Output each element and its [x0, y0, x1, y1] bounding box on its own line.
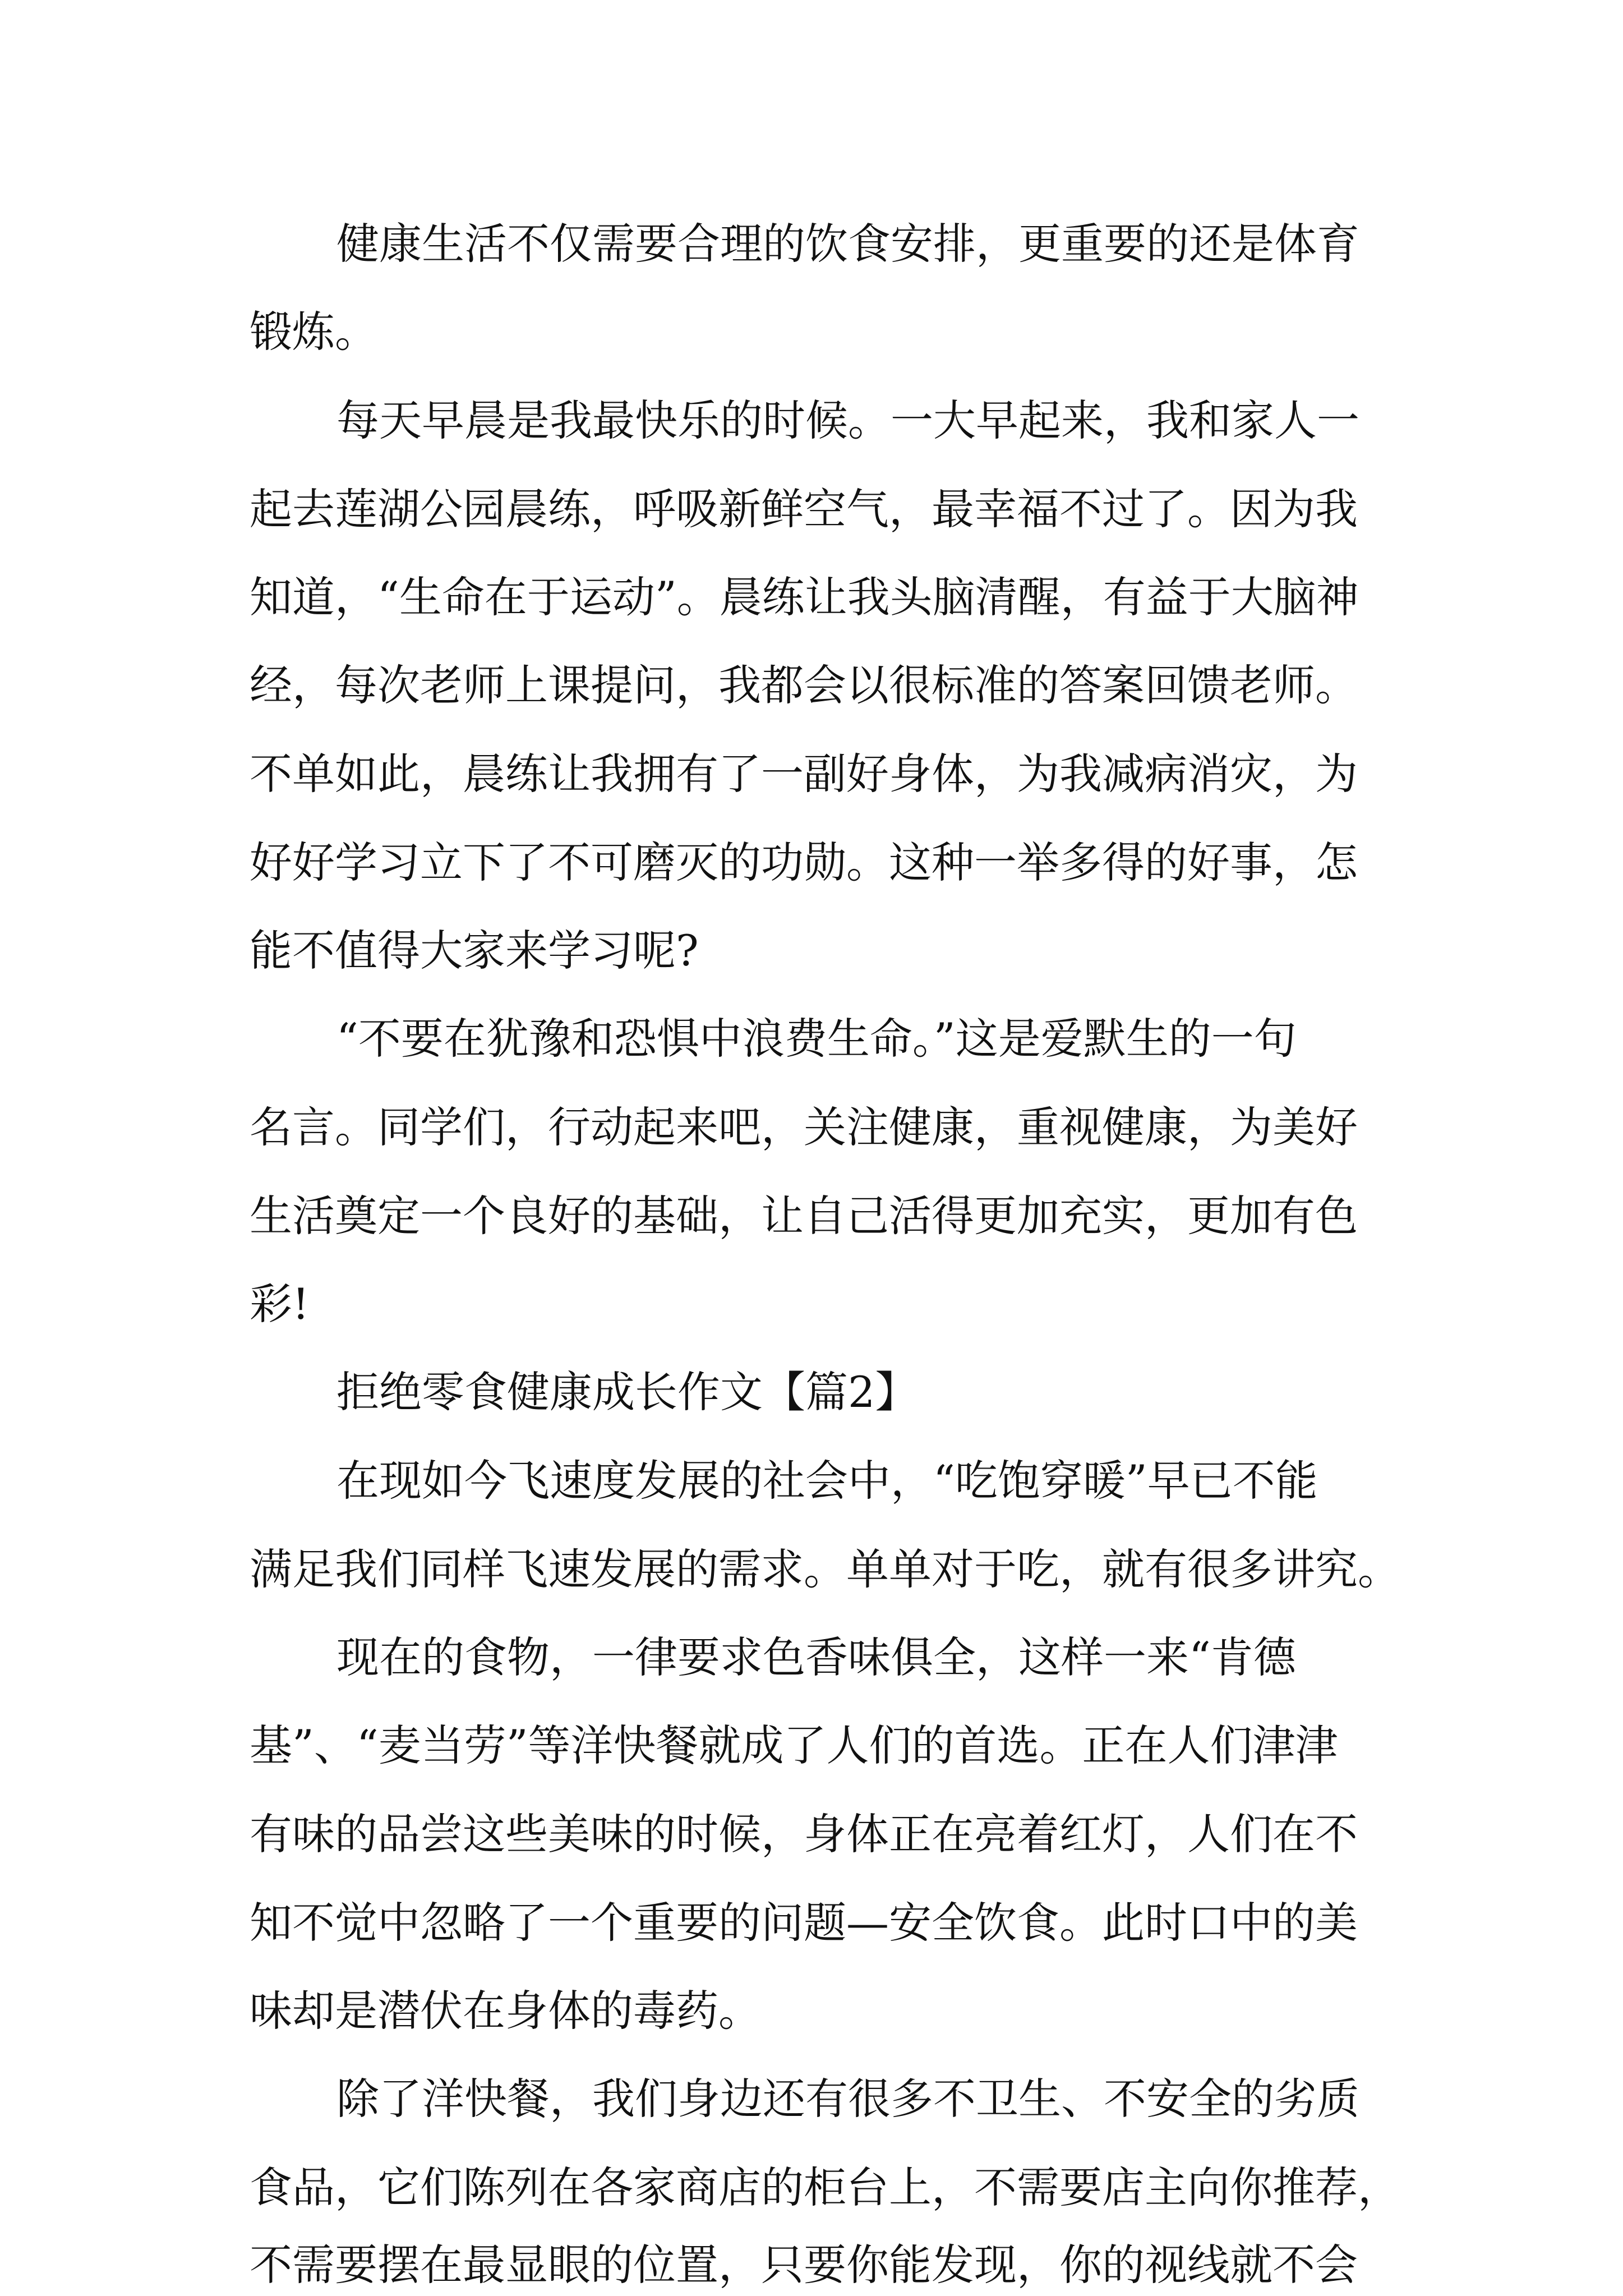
- paragraph-5-line-2: 基”、“麦当劳”等洋快餐就成了人们的首选。正在人们津津: [250, 1720, 1338, 1770]
- paragraph-1-line-1: 健康生活不仅需要合理的饮食安排，更重要的还是体育: [336, 219, 1359, 269]
- paragraph-6-line-1: 除了洋快餐，我们身边还有很多不卫生、不安全的劣质: [336, 2074, 1359, 2124]
- paragraph-2-line-4: 经，每次老师上课提问，我都会以很标准的答案回馈老师。: [250, 660, 1358, 710]
- paragraph-2-line-1: 每天早晨是我最快乐的时候。一大早起来，我和家人一: [336, 395, 1359, 445]
- paragraph-2-line-6: 好好学习立下了不可磨灭的功勋。这种一举多得的好事，怎: [250, 838, 1358, 887]
- paragraph-5-line-3: 有味的品尝这些美味的时候，身体正在亮着红灯，人们在不: [250, 1809, 1358, 1859]
- paragraph-3-line-2: 名言。同学们，行动起来吧，关注健康，重视健康，为美好: [250, 1102, 1358, 1152]
- paragraph-4-line-1: 在现如今飞速度发展的社会中，“吃饱穿暖”早已不能: [336, 1456, 1318, 1506]
- paragraph-1-line-2: 锻炼。: [250, 307, 377, 357]
- paragraph-4-line-2: 满足我们同样飞速发展的需求。单单对于吃，就有很多讲究。: [250, 1544, 1400, 1594]
- paragraph-2-line-7: 能不值得大家来学习呢?: [250, 926, 699, 976]
- paragraph-2-line-3: 知道，“生命在于运动”。晨练让我头脑清醒，有益于大脑神: [250, 572, 1359, 622]
- section-heading: 拒绝零食健康成长作文【篇2】: [336, 1367, 918, 1417]
- paragraph-5-line-1: 现在的食物，一律要求色香味俱全，这样一来“肯德: [336, 1632, 1296, 1682]
- paragraph-3-line-1: “不要在犹豫和恐惧中浪费生命。”这是爱默生的一句: [336, 1014, 1297, 1064]
- paragraph-6-line-2: 食品，它们陈列在各家商店的柜台上，不需要店主向你推荐，: [250, 2162, 1400, 2212]
- paragraph-2-line-2: 起去莲湖公园晨练，呼吸新鲜空气，最幸福不过了。因为我: [250, 484, 1358, 534]
- paragraph-3-line-3: 生活奠定一个良好的基础，让自己活得更加充实，更加有色: [250, 1191, 1358, 1241]
- paragraph-2-line-5: 不单如此，晨练让我拥有了一副好身体，为我减病消灾，为: [250, 749, 1358, 799]
- paragraph-5-line-5: 味却是潜伏在身体的毒药。: [250, 1986, 761, 2036]
- paragraph-6-line-3: 不需要摆在最显眼的位置，只要你能发现，你的视线就不会: [250, 2240, 1358, 2290]
- paragraph-3-line-4: 彩!: [250, 1279, 310, 1329]
- paragraph-5-line-4: 知不觉中忽略了一个重要的问题—安全饮食。此时口中的美: [250, 1898, 1358, 1948]
